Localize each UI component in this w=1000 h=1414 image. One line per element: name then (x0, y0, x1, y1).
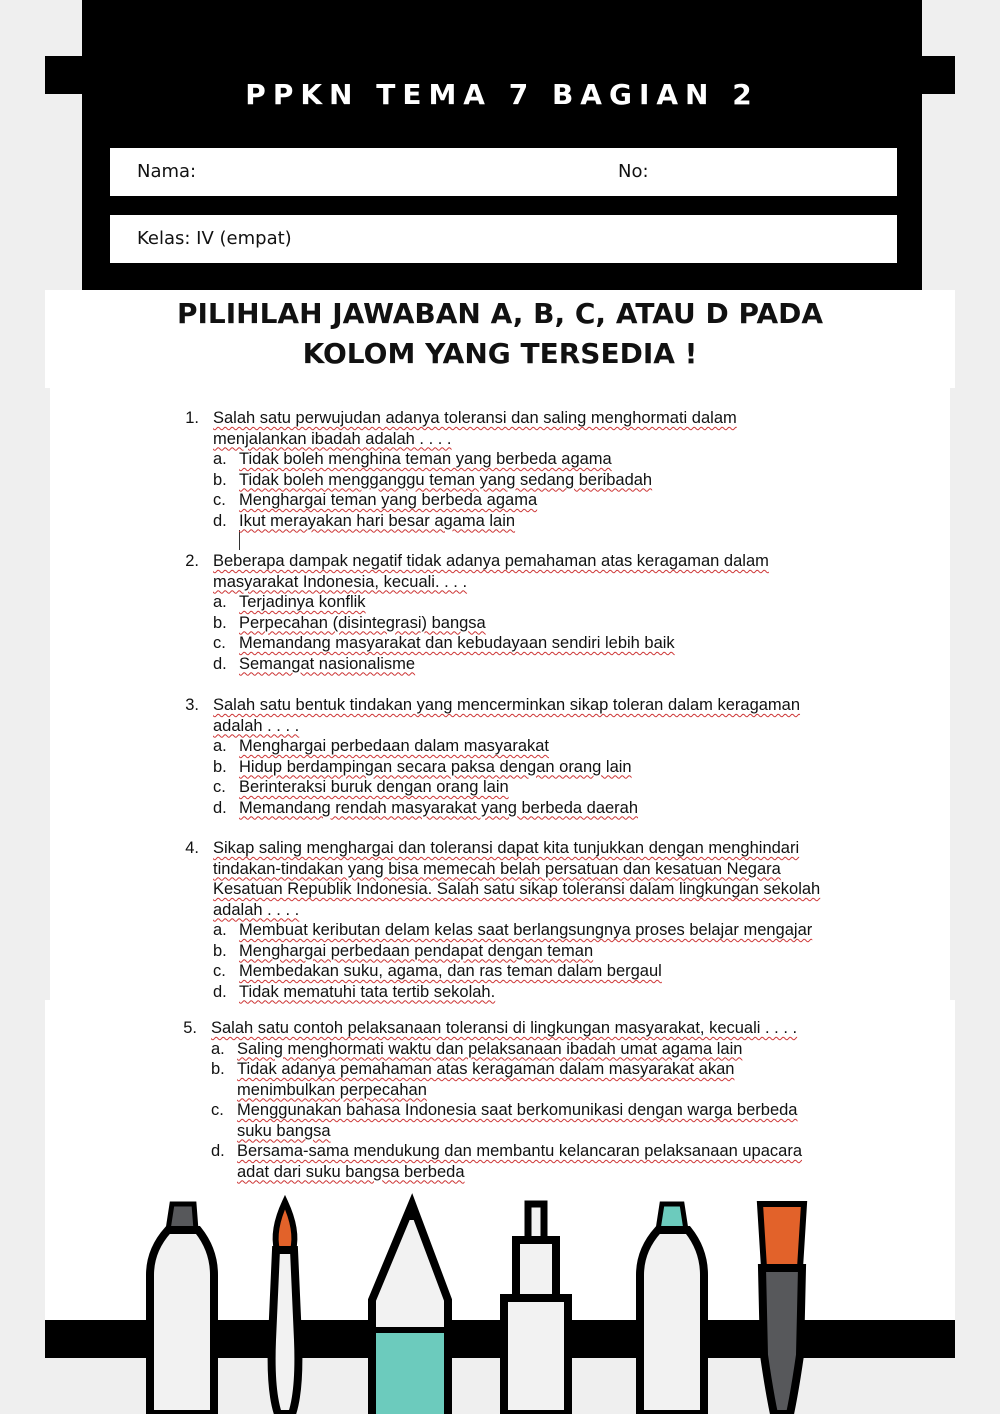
pencil-icon (372, 1202, 448, 1414)
question-text: Beberapa dampak negatif tidak adanya pemahaman atas keragaman dalam (213, 552, 769, 570)
class-label: Kelas: IV (empat) (137, 228, 292, 249)
marker-gray-icon (150, 1204, 214, 1414)
instruction-line-1: PILIHLAH JAWABAN A, B, C, ATAU D PADA (176, 297, 824, 330)
class-field[interactable] (110, 215, 897, 263)
question-5: 5. Salah satu contoh pelaksanaan toleransi di lingkungan masyarakat, kecuali . . . . a. Saling menghormati waktu dan pelaksanaan ibadah umat agama lain b. Tidak adanya pemahaman atas keragaman dalam masyarakat akan menimbulkan perpecahan c. Menggunakan bahasa Indonesia saat berkomunikasi dengan warga berbeda suku bangsa d. Bersama-sama mendukung dan membantu kelancaran pelaksanaan upacara adat dari suku bangsa berbeda (171, 1018, 891, 1188)
stationery-illustration (0, 1190, 1000, 1414)
question-text: Salah satu contoh pelaksanaan toleransi di lingkungan masyarakat, kecuali . . . . (211, 1019, 798, 1037)
number-label: No: (618, 161, 649, 182)
instruction-line-2: KOLOM YANG TERSEDIA ! (302, 337, 698, 370)
paint-brush-icon (272, 1202, 299, 1414)
option-b[interactable]: b. Tidak adanya pemahaman atas keragaman dalam masyarakat akan menimbulkan perpecahan (211, 1060, 735, 1099)
question-text: masyarakat Indonesia, kecuali. . . . (213, 572, 468, 591)
technical-pen-icon (504, 1204, 568, 1414)
question-text: tindakan-tindakan yang bisa memecah belah persatuan dan kesatuan Negara (213, 859, 781, 878)
question-1: 1. Salah satu perwujudan adanya toleransi dan saling menghormati dalam menjalankan ibadah adalah . . . . a. Tidak boleh menghina teman yang berbeda agama b. Tidak boleh mengganggu teman yang sedang beribadah c. Menghargai teman yang berbeda agama d. Ikut merayakan hari besar agama lain (173, 408, 893, 530)
name-field[interactable] (110, 148, 897, 196)
question-text: Salah satu bentuk tindakan yang mencerminkan sikap toleran dalam keragaman (213, 696, 801, 714)
instruction-heading (45, 290, 955, 388)
question-2: 2. Beberapa dampak negatif tidak adanya pemahaman atas keragaman dalam masyarakat Indonesia, kecuali. . . . a. Terjadinya konflik b. Perpecahan (disintegrasi) bangsa c. Memandang masyarakat dan kebudayaan sendiri lebih baik d. Semangat nasionalisme (173, 551, 893, 673)
question-number: 3. (185, 696, 199, 714)
name-label: Nama: (137, 161, 197, 182)
question-text: Salah satu perwujudan adanya toleransi dan saling menghormati dalam (213, 409, 737, 427)
question-3: 3. Salah satu bentuk tindakan yang mencerminkan sikap toleran dalam keragaman adalah . . . . a. Menghargai perbedaan dalam masyarakat b. Hidup berdampingan secara paksa dengan orang lain c. Berinteraksi buruk dengan orang lain d. Memandang rendah masyarakat yang berbeda daerah (173, 695, 893, 817)
question-text: menjalankan ibadah adalah . . . . (213, 429, 452, 448)
question-number: 4. (185, 839, 199, 857)
question-4: 4. Sikap saling menghargai dan toleransi dapat kita tunjukkan dengan menghindari tindakan-tindakan yang bisa memecah belah persatuan dan kesatuan Negara Kesatuan Republik Indonesia. Salah satu sikap toleransi dalam lingkungan sekolah adalah . . . . a. Membuat keributan delam kelas saat berlangsungnya proses belajar mengajar b. Menghargai perbedaan pendapat dengan teman c. Membedakan suku, agama, dan ras teman dalam bergaul d. Tidak mematuhi tata tertib sekolah. (173, 838, 893, 1002)
question-number: 5. (183, 1019, 197, 1037)
question-text: adalah . . . . (213, 716, 300, 735)
question-text: adalah . . . . (213, 900, 300, 919)
flat-brush-icon (760, 1204, 804, 1414)
option-c[interactable]: c. Menggunakan bahasa Indonesia saat berkomunikasi dengan warga berbeda suku bangsa (211, 1101, 798, 1140)
question-number: 1. (185, 409, 199, 427)
marker-teal-icon (640, 1204, 704, 1414)
question-text: Kesatuan Republik Indonesia. Salah satu sikap toleransi dalam lingkungan sekolah (213, 880, 821, 898)
question-text: Sikap saling menghargai dan toleransi dapat kita tunjukkan dengan menghindari (213, 839, 800, 857)
text-cursor (239, 530, 240, 550)
option-d[interactable]: d. Bersama-sama mendukung dan membantu kelancaran pelaksanaan upacara adat dari suku bangsa berbeda (211, 1142, 803, 1181)
question-number: 2. (185, 552, 199, 570)
worksheet-title: PPKN TEMA 7 BAGIAN 2 (245, 78, 759, 111)
